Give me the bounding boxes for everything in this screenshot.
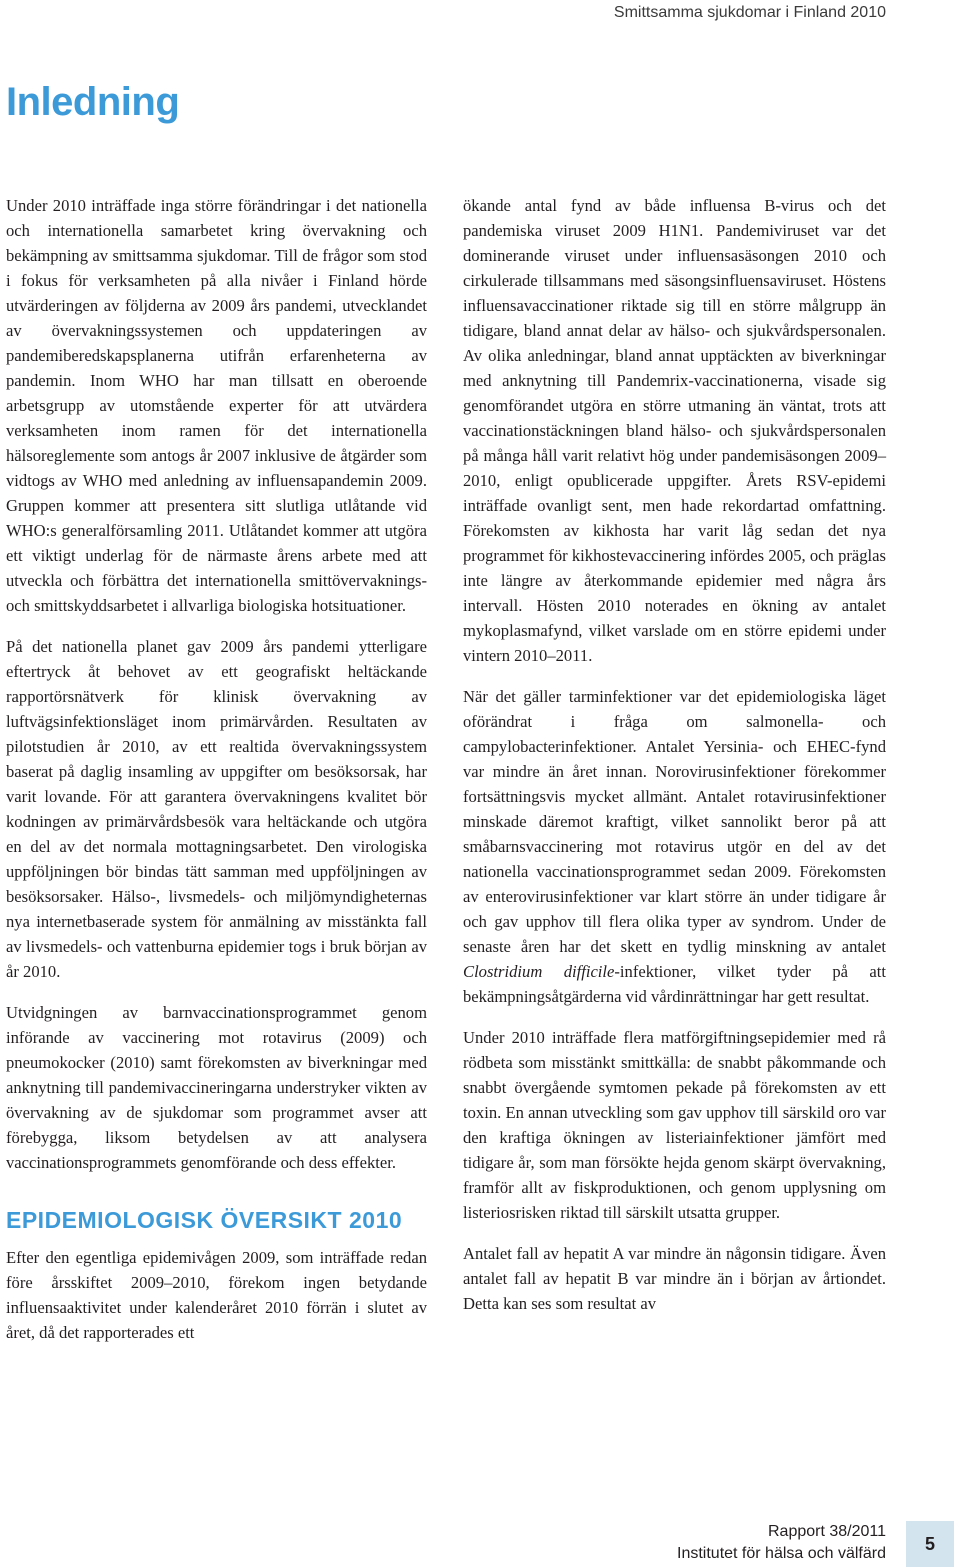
paragraph-text: -infektioner, vilket tyder på att bekämpningsåtgärderna vid vårdinrättningar har gett resultat. [463,962,886,1006]
report-number: Rapport 38/2011 [767,1523,886,1540]
right-column [463,193,886,1316]
page-number: 5 [906,1521,954,1567]
species-name: Clostridium difficile [463,962,615,981]
paragraph: ökande antal fynd av både influensa B-virus och det pandemiska viruset 2009 H1N1. Pandemiviruset var det dominerande viruset under influensasäsongen 2010 och cirkulerade tillsammans med säsongsinfluensaviruset. Höstens influensavaccinationer riktade sig till en större målgrupp än tidigare, bland annat delar av hälso- och sjukvårdspersonalen. Av olika anledningar, bland annat upptäckten av biverkningar med anknytning till Pandemrix-vaccinationerna, visade sig genomförandet utgöra en större utmaning än väntat, trots att vaccinationstäckningen bland hälso- och sjukvårdspersonalen på många håll varit relativt hög under pandemisäsongen 2009–2010, enligt opublicerade uppgifter. Årets RSV-epidemi inträffade ovanligt sent, men hade rekordartad omfattning. Förekomsten av kikhosta har varit låg sedan det nya programmet för kikhostevaccinering infördes 2005, och präglas inte längre av återkommande epidemier med några års intervall. Hösten 2010 noterades en ökning av antalet mykoplasmafynd, vilket varslade om en större epidemi under vintern 2010–2011. [463,196,886,665]
paragraph: Utvidgningen av barnvaccinationsprogrammet genom införande av vaccinering mot rotavirus (2009) och pneumokocker (2010) samt förekomsten av biverkningar med anknytning till pandemivaccineringarna understryker vikten av övervakning av de sjukdomar som programmet avser att förebygga, liksom betydelsen av att analysera vaccinationsprogrammets genomförande och dess effekter. [6,1003,427,1172]
paragraph: Under 2010 inträffade inga större förändringar i det nationella och internationella samarbetet kring övervakning och bekämpning av smittsamma sjukdomar. Till de frågor som stod i fokus för verksamheten på alla nivåer i Finland hörde utvärderingen av följderna av 2009 års pandemi, utvecklandet av övervakningssystemen och uppdateringen av pandemiberedskapsplanerna utifrån erfarenheterna av pandemin. Inom WHO har man tillsatt en oberoende arbetsgrupp av utomstående experter för att utvärdera verksamheten inom ramen för det internationella hälsoreglemente som antogs år 2007 inklusive de åtgärder som vidtogs av WHO med anledning av influensapandemin 2009. Gruppen kommer att presentera sitt slutliga utlåtande vid WHO:s generalförsamling 2011. Utlåtandet kommer att utgöra ett viktigt underlag för de närmaste årens arbete med att utveckla och förbättra det internationella smittövervaknings- och smittskyddsarbetet i allvarliga biologiska hotsituationer. [6,196,427,615]
institute-name: Institutet för hälsa och välfärd [677,1545,886,1562]
paragraph [463,684,886,1009]
page-title: Inledning [6,80,180,124]
paragraph: Efter den egentliga epidemivågen 2009, som inträffade redan före årsskiftet 2009–2010, förekom ingen betydande influensaaktivitet under kalenderåret 2010 förrän i slutet av året, då det rapporterades ett [6,1248,427,1342]
paragraph: Under 2010 inträffade flera matförgiftningsepidemier med rå rödbeta som misstänkt smittkälla: de snabbt påkommande och snabbt övergående symtomen pekade på förekomsten av ett toxin. En annan utveckling som gav upphov till särskild oro var den kraftiga ökningen av listeriainfektioner jämfört med tidigare år, som man försökte hejda genom skärpt övervakning, framför allt av fiskproduktionen, och genom upplysning om listeriosrisken riktad till särskilt utsatta grupper. [463,1028,886,1222]
paragraph-text: När det gäller tarminfektioner var det epidemiologiska läget oförändrat i fråga om salmonella- och campylobacterinfektioner. Antalet Yersinia- och EHEC-fynd var mindre än året innan. Norovirusinfektioner förekommer fortsättningsvis mycket allmänt. Antalet rotavirusinfektioner minskade däremot kraftigt, vilket sannolikt beror på att småbarnsvaccinering mot rotavirus utgör en del av det nationella vaccinationsprogrammet sedan 2009. Förekomsten av enterovirusinfektioner var klart större än under tidigare år och gav upphov till flera olika typer av syndrom. Under de senaste åren har det skett en tydlig minskning av antalet [463,687,886,956]
left-column [6,193,427,1345]
paragraph: Antalet fall av hepatit A var mindre än någonsin tidigare. Även antalet fall av hepatit B var mindre än i början av årtiondet. Detta kan ses som resultat av [463,1244,886,1313]
paragraph: På det nationella planet gav 2009 års pandemi ytterligare eftertryck åt behovet av ett geografiskt heltäckande rapportörsnätverk för klinisk övervakning av luftvägsinfektionsläget inom primärvården. Resultaten av pilotstudien år 2010, av ett realtida övervakningssystem baserat på daglig insamling av uppgifter om besöksorsak, har varit lovande. För att garantera övervakningens kvalitet bör kodningen av primärvårdsbesök vara heltäckande och utgöra en del av det normala mottagningsarbetet. Den virologiska uppföljningen bör bindas tätt samman med uppföljningen av besöksorsaker. Hälso-, livsmedels- och miljömyndigheternas nya internetbaserade system för anmälning av misstänkta fall av livsmedels- och vattenburna epidemier togs i bruk början av år 2010. [6,637,427,981]
running-header: Smittsamma sjukdomar i Finland 2010 [586,0,886,26]
section-heading: EPIDEMIOLOGISK ÖVERSIKT 2010 [6,1207,403,1233]
footer [640,1521,886,1565]
